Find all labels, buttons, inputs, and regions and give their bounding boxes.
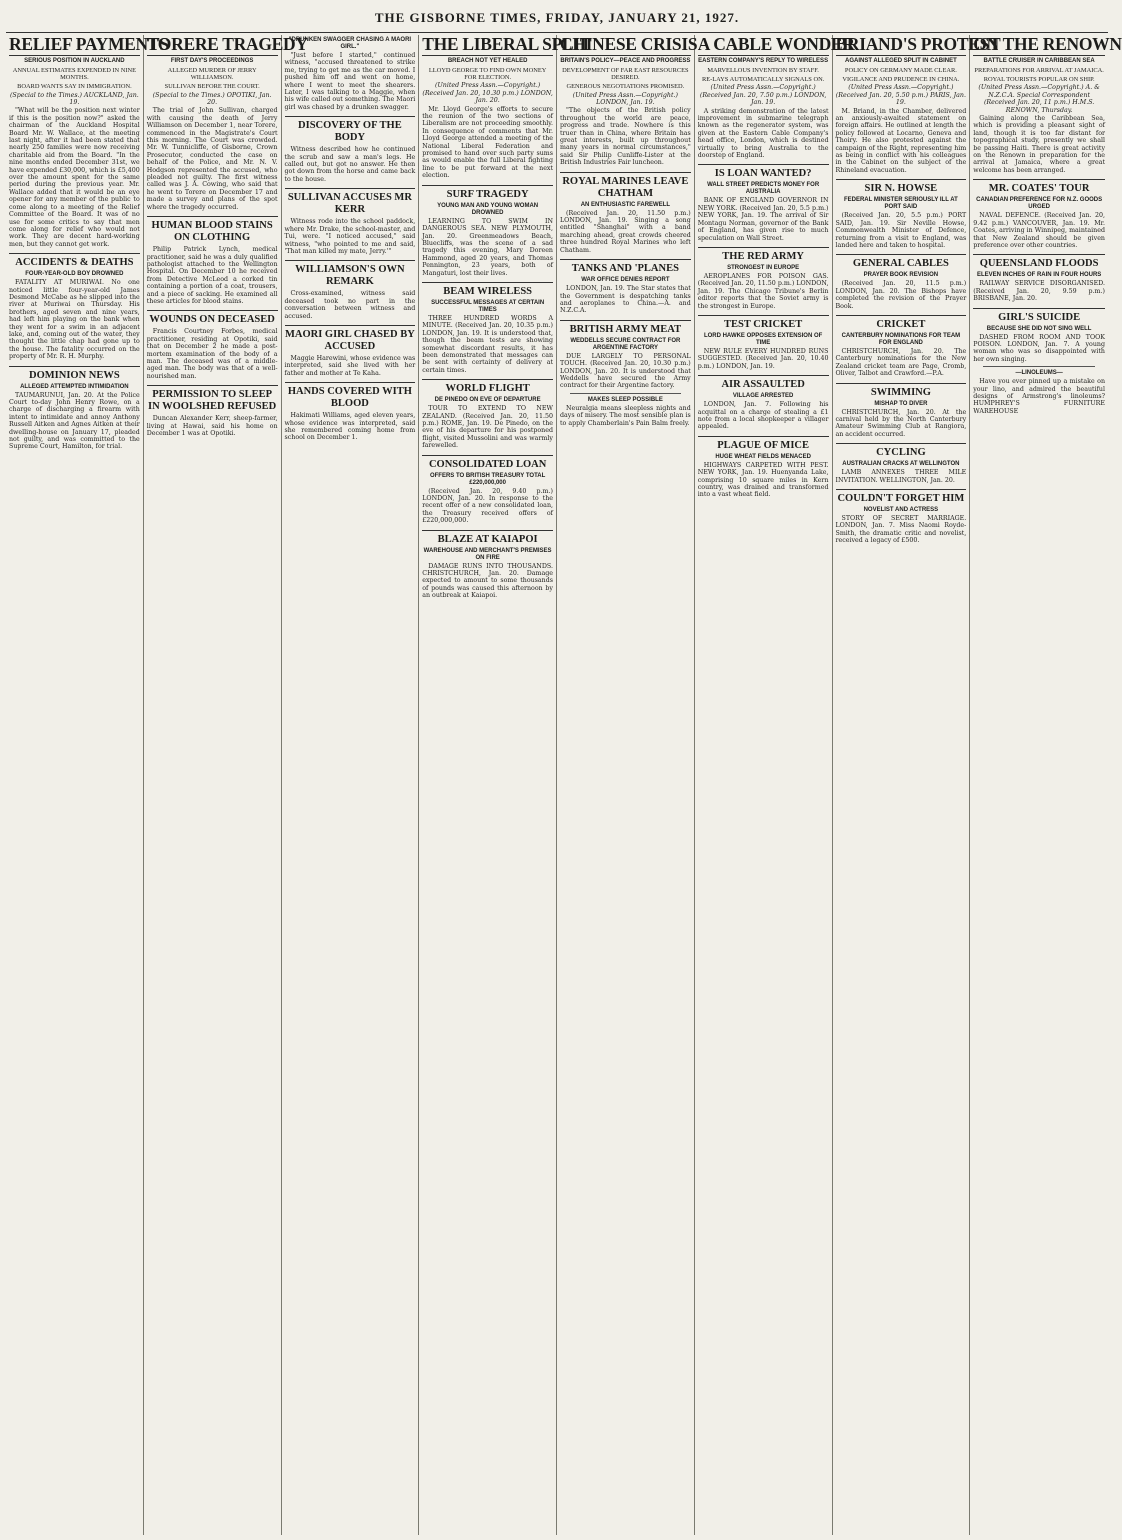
section-body: THREE HUNDRED WORDS A MINUTE. (Received Jan. 20, 10.35 p.m.) LONDON, Jan. 19. It is understood that, though the beam tests are showing somewhat discordant results, it has been demonstrated that messages can be sent with certainty of delivery at certain times.: [422, 314, 553, 374]
section-body: Maggie Harewini, whose evidence was interpreted, said she lived with her father and mother at Te Kaha.: [284, 354, 416, 377]
section-subhead: BECAUSE SHE DID NOT SING WELL: [986, 325, 1092, 332]
column-subhead: BREACH NOT YET HEALED: [447, 58, 528, 64]
section-body: LONDON, Jan. 19. The Star states that the Government is despatching tanks and aeroplanes to China.—A. and N.Z.C.A.: [560, 285, 691, 315]
section-headline: PLAGUE OF MICE: [698, 436, 829, 452]
column-dateline: (Special to the Times.) AUCKLAND, Jan. 19.: [9, 91, 139, 107]
column-smallhead: ANNUAL ESTIMATES EXPENDED IN NINE MONTHS.: [12, 67, 137, 82]
column-body: "What will be the position next winter if this is the position now?" asked the chairman of the Auckland Hospital Board Mr. W. Wallace, at the meeting last night, after it had been stated that nearly 250 families were now receiving charitable aid from the Board. "In the nine months ended December 31st, we have expended £30,000, which is £5,400 over the amount spent for the same period during the previous year. Mr. Wallace added that it would be an eye opener for any member of the public to come along to a meeting of the Relief Committee of the Board. It was of no use for some critics to say that men come along for relief who would not work. They are decent hard-working men, but they cannot get work.: [9, 107, 140, 248]
section-body: (Received Jan. 20, 5.5 p.m.) PORT SAID, Jan. 19. Sir Neville Howse, Commonwealth Minister of Defence, returning from a visit to England, was landed here and taken to hospital.: [835, 212, 967, 249]
column-smallhead: DEVELOPMENT OF FAR EAST RESOURCES DESIRED.: [562, 67, 689, 82]
section-subhead: CANADIAN PREFERENCE FOR N.Z. GOODS URGED: [976, 197, 1103, 211]
column-headline: BRIAND'S PROTEST: [835, 34, 1001, 54]
section-subhead: STRONGEST IN EUROPE: [727, 264, 800, 271]
section-rule: [983, 366, 1095, 367]
section-subhead: MISHAP TO DIVER: [874, 400, 928, 407]
section-body: Witness described how he continued the scrub and saw a man's legs. He called out, but got no answer. He then got down from the horse and came back to the house.: [284, 146, 416, 183]
section-headline: AIR ASSAULTED: [698, 375, 829, 391]
section-headline: QUEENSLAND FLOODS: [973, 254, 1105, 270]
section-body: TOUR TO EXTEND TO NEW ZEALAND. (Received Jan. 20, 11.50 p.m.) ROME, Jan. 19. De Pinedo, on the eve of his departure for his postponed flight, visited Mussolini and was warmly farewelled.: [422, 405, 553, 450]
section-headline: TANKS AND 'PLANES: [560, 259, 691, 275]
section-subhead: LORD HAWKE OPPOSES EXTENSION OF TIME: [703, 332, 823, 346]
section-body: LEARNING TO SWIM IN DANGEROUS SEA. NEW PLYMOUTH, Jan. 20. Greenmeadows Beach, Bluecliffs, was the scene of a sad tragedy this evening, Mary Doreen Hammond, aged 20 years, and Thomas Pennington, 23 years, both of Mangaturi, lost their lives.: [422, 217, 553, 277]
column-5: [557, 34, 698, 1535]
section-subhead: YOUNG MAN AND YOUNG WOMAN DROWNED: [437, 202, 539, 216]
column-smallhead: ROYAL TOURISTS POPULAR ON SHIP.: [983, 76, 1095, 84]
column-dateline: (United Press Assn.—Copyright.) (Received Jan. 20, 7.50 p.m.) LONDON, Jan. 19.: [699, 84, 827, 107]
section-subhead: PRAYER BOOK REVISION: [863, 272, 939, 279]
section-body: (Received Jan. 20, 11.50 p.m.) LONDON, Jan. 19. Singing a song entitled "Shanghai" with a band marching ahead, great crowds cheered three hundred Royal Marines who left Chatham.: [560, 209, 691, 254]
column-7: [833, 34, 1001, 1535]
section-subhead: WALL STREET PREDICTS MONEY FOR AUSTRALIA: [707, 182, 820, 196]
column-dateline: (Special to the Times.) OPOTIKI, Jan. 20.: [152, 91, 272, 107]
section-body: LAMB ANNEXES THREE MILE INVITATION. WELLINGTON, Jan. 20.: [835, 469, 967, 484]
section-body: (Received Jan. 20, 9.40 p.m.) LONDON, Jan. 20. In response to the recent offer of a new consolidated loan, the Treasury received offers of £220,000,000.: [422, 487, 553, 525]
section-body: DAMAGE RUNS INTO THOUSANDS. CHRISTCHURCH, Jan. 20. Damage expected to amount to some thousands of pounds was caused this afternoon by an outbreak at Kaiapoi.: [422, 562, 553, 600]
section-body: Cross-examined, witness said deceased took no part in the conversation between witness and accused.: [284, 290, 416, 320]
section-headline: HUMAN BLOOD STAINS ON CLOTHING: [147, 216, 278, 244]
column-smallhead: BOARD WANTS SAY IN IMMIGRATION.: [17, 83, 132, 91]
section-body: Hakimati Williams, aged eleven years, whose evidence was interpreted, said she remembered coming home from school on December 1.: [284, 412, 416, 442]
column-smallhead: GENEROUS NEGOTIATIONS PROMISED.: [566, 83, 685, 91]
section-subhead: AN ENTHUSIASTIC FAREWELL: [580, 201, 671, 208]
section-headline: MAORI GIRL CHASED BY ACCUSED: [285, 325, 416, 353]
section-headline: THE RED ARMY: [698, 247, 829, 263]
section-subhead: VILLAGE ARRESTED: [732, 393, 794, 400]
section-body: Witness rode into the school paddock, where Mr. Drake, the school-master, and Tui, were. "I noticed accused," said witness, "who pointed to me and said, 'That man killed my mate, Jerry.'": [284, 218, 416, 255]
section-subhead: FOUR-YEAR-OLD BOY DROWNED: [25, 271, 124, 278]
column-dateline: (United Press Assn.—Copyright.) (Received Jan. 20, 10.30 p.m.) LONDON, Jan. 20.: [422, 82, 553, 105]
section-subhead: MAKES SLEEP POSSIBLE: [587, 396, 663, 403]
section-subhead: NOVELIST AND ACTRESS: [863, 507, 939, 513]
section-headline: MR. COATES' TOUR: [973, 179, 1105, 195]
section-headline: BLAZE AT KAIAPOI: [422, 530, 553, 546]
section-subhead: WAR OFFICE DENIES REPORT: [581, 277, 670, 284]
section-headline: ROYAL MARINES LEAVE CHATHAM: [560, 172, 691, 200]
section-body: FATALITY AT MURIWAI. No one noticed little four-year-old James Desmond McCabe as he slipped into the river at Muriwai on Thursday. His brothers, aged seven and nine years, had left him playing on the bank when they went for a swim in an adjacent lake, and, coming out of the water, they thought the little chap had gone up to the house. The fatality occurred on the property of Mr. R. H. Murphy.: [9, 279, 140, 361]
columns: [6, 34, 1122, 1535]
column-smallhead: POLICY ON GERMANY MADE CLEAR.: [844, 67, 957, 74]
column-body: A striking demonstration of the latest improvement in submarine telegraph known as the regenerator system, was given at the Eastern Cable Company's head office, London, which is destined virtually to bring Australia to the doorstep of England.: [697, 107, 829, 160]
section-body: NEW RULE EVERY HUNDRED RUNS SUGGESTED. (Received Jan. 20, 10.40 p.m.) LONDON, Jan. 19.: [697, 347, 829, 370]
section-headline: WILLIAMSON'S OWN REMARK: [285, 260, 416, 288]
column-subhead: EASTERN COMPANY'S REPLY TO WIRELESS: [698, 58, 829, 64]
column-smallhead: ALLEGED MURDER OF JERRY WILLIAMSON.: [167, 67, 257, 82]
section-body: CHRISTCHURCH, Jan. 20. At the carnival held by the North Canterbury Amateur Swimming Club at Rangiora, an accident occurred.: [835, 408, 967, 438]
section-headline: DOMINION NEWS: [9, 366, 140, 382]
column-3: [282, 35, 420, 1535]
section-headline: SULLIVAN ACCUSES MR KERR: [285, 188, 416, 216]
column-2: [144, 34, 308, 1535]
column-8: [970, 34, 1122, 1535]
column-dateline: (United Press Assn.—Copyright.) A. & N.Z.C.A. Special Correspondent (Received Jan. 20, 11 p.m.) H.M.S. RENOWN, Thursday.: [978, 84, 1100, 114]
section-subhead: WEDDELLS SECURE CONTRACT FOR ARGENTINE FACTORY: [570, 337, 681, 351]
section-subhead: OFFERS TO BRITISH TREASURY TOTAL £220,000,000: [429, 472, 546, 486]
column-1: [6, 34, 169, 1535]
section-subhead: CANTERBURY NOMINATIONS FOR TEAM FOR ENGLAND: [841, 332, 961, 346]
section-headline: SIR N. HOWSE: [836, 179, 967, 195]
section-headline: PERMISSION TO SLEEP IN WOOLSHED REFUSED: [147, 385, 278, 413]
column-body: "Just before I started," continued witness, "accused threatened to strike me, trying to get me as the car moved. I pushed him off and went on home, where I went to meet the shearers. Later, I was talking to a Maggie, when his wife called out something. The Maori girl was chased by a drunken swagger.: [284, 52, 416, 111]
section-body: NAVAL DEFENCE. (Received Jan. 20, 9.42 p.m.) VANCOUVER, Jan. 19. Mr. Coates, arriving in Winnipeg, maintained that New Zealand should be given preference over other countries.: [973, 212, 1105, 249]
section-subhead: AUSTRALIAN CRACKS AT WELLINGTON: [842, 461, 960, 468]
column-body: M. Briand, in the Chamber, delivered an anxiously-awaited statement on foreign affairs. He outlined at length the policy followed at Locarno, Geneva and Thoiry. He also protested against the campaign of the Right, representing him as being in conflict with his colleagues in the Cabinet on the subject of the Rhineland evacuation.: [835, 107, 967, 174]
column-subhead: "DRUNKEN SWAGGER CHASING A MAORI GIRL.": [288, 37, 412, 50]
section-headline: BRITISH ARMY MEAT: [560, 320, 691, 336]
section-headline: ACCIDENTS & DEATHS: [9, 253, 140, 269]
section-body: RAILWAY SERVICE DISORGANISED. (Received Jan. 20, 9.59 p.m.) BRISBANE, Jan. 20.: [973, 280, 1105, 303]
column-subhead: BATTLE CRUISER IN CARIBBEAN SEA: [983, 58, 1095, 64]
section-body: Neuralgia means sleepless nights and days of misery. The most sensible plan is to apply Chamberlain's Pain Balm freely.: [560, 404, 691, 427]
section-headline: CRICKET: [836, 315, 967, 331]
column-subhead: BRITAIN'S POLICY—PEACE AND PROGRESS: [560, 58, 691, 64]
section-subhead: HUGE WHEAT FIELDS MENACED: [715, 453, 811, 460]
section-subhead: SUCCESSFUL MESSAGES AT CERTAIN TIMES: [431, 299, 545, 313]
column-dateline: (United Press Assn.—Copyright.) (Received Jan. 20, 5.50 p.m.) PARIS, Jan. 19.: [835, 84, 966, 107]
column-smallhead: SULLIVAN BEFORE THE COURT.: [164, 83, 260, 91]
masthead: [6, 4, 1108, 33]
section-body: (Received Jan. 20, 11.5 p.m.) LONDON, Jan. 20. The Bishops have completed the revision of the Prayer Book.: [835, 280, 967, 310]
section-body: HIGHWAYS CARPETED WITH PEST. NEW YORK, Jan. 19. Huenyanda Lake, comprising 10 square miles in Kern country, was drained and transformed into a vast wheat field.: [697, 461, 829, 499]
section-subhead: ALLEGED ATTEMPTED INTIMIDATION: [20, 383, 129, 390]
column-smallhead: LLOYD GEORGE TO FIND OWN MONEY FOR ELECTION.: [428, 67, 547, 82]
section-subhead: FEDERAL MINISTER SERIOUSLY ILL AT PORT SAID: [843, 197, 958, 211]
section-headline: BEAM WIRELESS: [422, 282, 553, 298]
section-headline: CONSOLIDATED LOAN: [422, 455, 553, 471]
section-rule: [570, 393, 681, 394]
column-headline: ON THE RENOWN: [973, 34, 1122, 54]
column-dateline: (United Press Assn.—Copyright.) LONDON, Jan. 19.: [572, 91, 678, 107]
section-headline: HANDS COVERED WITH BLOOD: [285, 382, 416, 410]
section-headline: GIRL'S SUICIDE: [973, 308, 1105, 324]
section-body: Philip Patrick Lynch, medical practitioner, said he was a duly qualified pathologist attached to the Wellington Hospital. On December 10 he received from Detective McLeod a corked tin containing a portion of a coat, trousers, and a piece of sacking. He examined all these articles for blood stains.: [146, 246, 278, 305]
section-body: LONDON, Jan. 7. Following his acquittal on a charge of stealing a £1 note from a local shopkeeper a villager appealed.: [697, 401, 829, 431]
column-subhead: AGAINST ALLEGED SPLIT IN CABINET: [844, 58, 957, 64]
column-4: [419, 34, 592, 1535]
section-headline: SWIMMING: [836, 383, 967, 399]
column-headline: TORERE TRAGEDY: [146, 34, 308, 54]
column-headline: THE LIBERAL SPLIT: [422, 34, 592, 54]
column-smallhead: MARVELLOUS INVENTION BY STAFF.: [707, 67, 819, 74]
section-headline: WOUNDS ON DECEASED: [147, 310, 278, 326]
section-body: AEROPLANES FOR POISON GAS. (Received Jan. 20, 11.50 p.m.) LONDON, Jan. 19. The Chicago Tribune's Berlin editor reports that the Soviet army is the strongest in Europe.: [697, 272, 829, 310]
section-body: CHRISTCHURCH, Jan. 20. The Canterbury nominations for the New Zealand cricket team are Page, Cromb, Oliver, Talbot and Crawford.—P.A.: [835, 347, 967, 378]
column-body: Mr. Lloyd George's efforts to secure the reunion of the two sections of Liberalism are not proceeding smoothly. In consequence of comments that Mr. Lloyd George attended a meeting of the National Liberal Federation and promised to hand over such party sums as would enable the full Liberal fighting line to be put forward at the next election.: [422, 105, 553, 180]
section-headline: IS LOAN WANTED?: [698, 164, 829, 180]
column-smallhead: PREPARATIONS FOR ARRIVAL AT JAMAICA.: [974, 67, 1104, 74]
section-subhead: ELEVEN INCHES OF RAIN IN FOUR HOURS: [976, 272, 1102, 279]
column-body: "The objects of the British policy throughout the world are peace, progress and trade. Nowhere is this truer than in China, where Britain has great interests, built up throughout many years in normal circumstances," said Sir Philip Cunliffe-Lister at the British Industries Fair luncheon.: [560, 107, 691, 167]
column-headline: RELIEF PAYMENTS: [9, 34, 169, 54]
section-body: DASHED FROM ROOM AND TOOK POISON. LONDON, Jan. 7. A young woman who was so disappointed with her own singing.: [973, 333, 1105, 363]
section-subhead: WAREHOUSE AND MERCHANT'S PREMISES ON FIRE: [423, 547, 552, 561]
column-subhead: FIRST DAY'S PROCEEDINGS: [170, 58, 254, 64]
section-body: DUE LARGELY TO PERSONAL TOUCH. (Received Jan. 20, 10.30 p.m.) LONDON, Jan. 20. It is understood that Weddells have secured the Army contract for their Argentine factory.: [560, 352, 691, 390]
section-subhead: DE PINEDO ON EVE OF DEPARTURE: [434, 397, 541, 404]
column-smallhead: RE-LAYS AUTOMATICALLY SIGNALS ON.: [701, 76, 825, 84]
section-headline: DISCOVERY OF THE BODY: [285, 116, 416, 144]
column-6: [695, 34, 855, 1535]
section-body: Have you ever pinned up a mistake on your lino, and admired the beautiful designs of Armstrong's linoleums? HUMPHREY'S FURNITURE WAREHOUSE: [973, 378, 1105, 415]
section-headline: WORLD FLIGHT: [422, 379, 553, 395]
column-smallhead: VIGILANCE AND PRUDENCE IN CHINA.: [842, 76, 960, 84]
section-headline: SURF TRAGEDY: [422, 185, 553, 201]
section-body: BANK OF ENGLAND GOVERNOR IN NEW YORK. (Received Jan. 20, 5.5 p.m.) NEW YORK, Jan. 19. The arrival of Sir Montagu Norman, governor of the Bank of England, has given rise to much speculation on Wall Street.: [697, 197, 829, 242]
column-headline: A CABLE WONDER: [697, 34, 855, 54]
section-headline: TEST CRICKET: [698, 315, 829, 331]
section-headline: GENERAL CABLES: [836, 254, 967, 270]
section-subhead: —LINOLEUMS—: [1015, 370, 1063, 377]
section-body: Francis Courtney Forbes, medical practitioner, residing at Opotiki, said that on December 2 he made a post-mortem examination of the body of a man. The deceased was of a middle-aged man. The body was that of a well-nourished man.: [146, 328, 278, 380]
column-headline: CHINESE CRISIS: [560, 34, 698, 54]
section-headline: COULDN'T FORGET HIM: [836, 489, 967, 505]
section-body: STORY OF SECRET MARRIAGE. LONDON, Jan. 7. Miss Naomi Royde-Smith, the dramatic critic and novelist, received a legacy of £500.: [835, 515, 967, 545]
column-subhead: SERIOUS POSITION IN AUCKLAND: [24, 58, 125, 64]
column-body: The trial of John Sullivan, charged with causing the death of Jerry Williamson on December 1, near Torere, commenced in the Magistrate's Court this morning. The Court was crowded. Mr. W. Tunnicliffe, of Gisborne, Crown Prosecutor, conducted the case on behalf of the Police, and Mr. N. V. Hodgson represented the accused, who pleaded not guilty. The first witness called was J. A. Cowing, who said that he went to Torere on December 17 and made a survey and plans of the spot where the tragedy occurred.: [146, 107, 278, 211]
column-body: Gaining along the Caribbean Sea, which is providing a pleasant sight of land, though it is too far distant for topographical study, presently we shall be passing Haiti. There is great activity on the Renown in preparation for the arrival at Jamaica, where a great welcome has been arranged.: [973, 115, 1105, 174]
section-body: TAUMARUNUI, Jan. 20. At the Police Court to-day John Henry Rowe, on a charge of discharging a firearm with intent to intimidate and annoy Anthony Russell Aitken and Agnes Aitken at their dwelling-house on January 17, pleaded not guilty, and was committed to the Supreme Court, Hamilton, for trial.: [9, 391, 140, 451]
section-headline: CYCLING: [836, 443, 967, 459]
masthead-title: THE GISBORNE TIMES, FRIDAY, JANUARY 21, 1927.: [374, 10, 740, 25]
section-body: Duncan Alexander Kerr, sheep-farmer, living at Hawai, said his home on December 1 was at Opotiki.: [146, 415, 278, 438]
